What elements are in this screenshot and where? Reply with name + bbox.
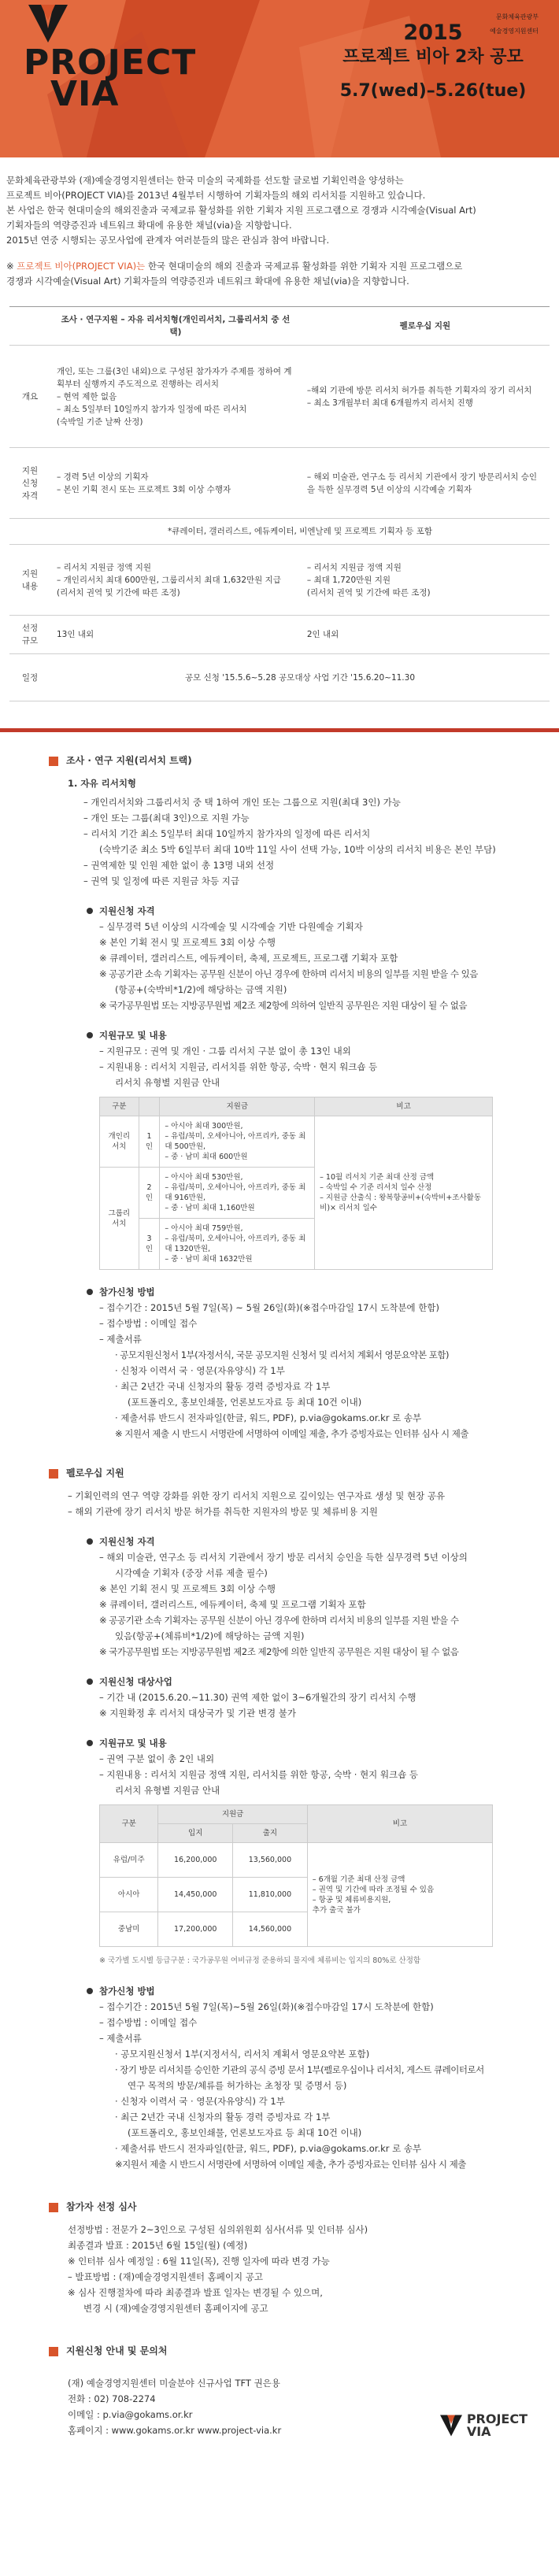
footer-logo: PROJECT VIA <box>440 2413 528 2438</box>
intro-note: ※ 프로젝트 비아(PROJECT VIA)는 한국 현대미술의 해외 진출과 국제교류 활성화를 위한 기획자 지원 프로그램으로 <box>6 261 463 272</box>
intro-note-line: 경쟁과 시각예술(Visual Art) 기획자들의 역량증진과 네트워크 확대에 유용한 채널(via)을 지향합니다. <box>6 276 409 287</box>
summary-cell: 개인, 또는 그룹(3인 내외)으로 구성된 참가자가 주제를 정하여 계획부터 실행까지 주도적으로 진행하는 리서치 – 현역 제한 없음 – 최소 5일부터 10일까지 참가자 일정에 따른 리서치 (숙박일 기준 날짜 산정) <box>50 346 301 448</box>
text-line: – 접수기간 : 2015년 5월 7일(목)~5월 26일(화)(※접수마감일 17시 도착분에 한함) <box>99 2001 434 2012</box>
text-line: ※ 공공기관 소속 기획자는 공무원 신분이 아닌 경우에 한하며 리서치 비용의 일부를 지원 받을 수 있음 <box>99 968 478 979</box>
summary-cell: – 리서치 지원금 정액 지원 – 개인리서치 최대 600만원, 그룹리서치 최대 1,632만원 지급 (리서치 권역 및 기간에 따른 조정) <box>50 545 301 616</box>
text-line: – 권역 및 일정에 따른 지원금 차등 지급 <box>83 875 239 886</box>
table-cell: 2인 <box>139 1168 160 1219</box>
intro-line: 문화체육관광부와 (재)예술경영지원센터는 한국 미술의 국제화를 선도할 글로벌 기획인력을 양성하는 <box>6 175 404 186</box>
org-gokams: 예술경영지원센터 <box>490 28 539 35</box>
text-line: · 공모지원신청서 1부(자정서식, 국문 공모지원 신청서 및 리서치 계획서 영문요약본 포함) <box>115 1349 449 1360</box>
text-line: ※ 큐레이터, 갤러리스트, 에듀케이터, 축제 및 프로그램 기획자 포함 <box>99 1599 366 1610</box>
text-line: ※ 지원서 제출 시 반드시 서명란에 서명하여 이메일 제출, 추가 증빙자료는 인터뷰 심사 시 제출 <box>115 1428 468 1439</box>
dot-bullet-icon <box>87 1032 93 1038</box>
text-line: 변경 시 (재)예술경영지원센터 홈페이지에 공고 <box>83 2303 268 2314</box>
text-line: – 리서치 기간 최소 5일부터 최대 10일까지 참가자의 일정에 따른 리서치 <box>83 828 371 839</box>
table-cell: 11,810,000 <box>233 1878 308 1912</box>
text-line: – 접수방법 : 이메일 접수 <box>99 2017 198 2028</box>
text-line: (포트폴리오, 홍보인쇄물, 언론보도자료 등 최대 10건 이내) <box>128 1397 362 1408</box>
item-title: 지원규모 및 내용 <box>87 1027 559 1043</box>
table-note: – 10월 리서치 기준 최대 산정 금액 – 숙박일 수 기준 리서치 일수 산정 – 지원금 산출식 : 왕복항공비+(숙박비+조사활동비)× 리서치 일수 <box>315 1116 493 1270</box>
text-line: – 기간 내 (2015.6.20.~11.30) 권역 제한 없이 3~6개월간의 장기 리서치 수행 <box>99 1692 416 1703</box>
table-cell: – 아시아 최대 530만원, – 유럽/북미, 오세아니아, 아프리카, 중동 최대 916만원, – 중 · 남미 최대 1,160만원 <box>160 1168 315 1219</box>
table-cell: 그룹리서치 <box>100 1168 139 1270</box>
text-line: 연구 목적의 방문/체류를 허가하는 초청장 및 증명서 등) <box>128 2080 347 2091</box>
text-line: – 개인 또는 그룹(최대 3인)으로 지원 가능 <box>83 812 250 824</box>
summary-col-research: 조사 · 연구지원 – 자유 리서치형(개인리서치, 그룹리서치 중 선택) <box>50 307 301 346</box>
text-line: (항공+(숙박비*1/2)에 해당하는 금액 지원) <box>115 984 287 995</box>
period-label: 5.7(wed)–5.26(tue) <box>339 81 527 101</box>
table-cell: 아시아 <box>100 1878 158 1912</box>
text-line: ※ 국가공무원법 또는 지방공무원법 제2조 제2항에 의하여 일반직 공무원은 지원 대상이 될 수 없음 <box>99 1000 467 1011</box>
text-line: (숙박기준 최소 5박 6일부터 최대 10박 11일 사이 선택 가능, 10박 이상의 리서치 비용은 본인 부담) <box>99 844 496 855</box>
org-mcst: 문화체육관광부 <box>495 13 539 20</box>
contact-homepage[interactable]: 홈페이지 : www.gokams.or.kr www.project-via.kr <box>68 2425 282 2436</box>
org-logos <box>490 13 539 36</box>
brand-name: PROJECT VIA <box>24 43 197 114</box>
square-bullet-icon <box>49 2347 58 2356</box>
text-line: · 최근 2년간 국내 신청자의 활동 경력 증빙자료 각 1부 <box>115 2112 331 2123</box>
text-line: – 지원규모 : 권역 및 개인 · 그룹 리서치 구분 없이 총 13인 내외 <box>99 1046 351 1057</box>
square-bullet-icon <box>49 2203 58 2212</box>
text-line: – 발표방법 : (재)예술경영지원센터 홈페이지 공고 <box>68 2271 263 2282</box>
text-line: – 권역 구분 없이 총 2인 내외 <box>99 1753 215 1764</box>
text-line: – 지원내용 : 리서치 지원금, 리서치를 위한 항공, 숙박 · 현지 워크숍 등 <box>99 1061 378 1072</box>
table-cell: 14,560,000 <box>233 1912 308 1947</box>
table-cell: 14,450,000 <box>158 1878 233 1912</box>
dot-bullet-icon <box>87 1740 93 1746</box>
section-fellowship-heading: 펠로우십 지원 <box>0 1465 559 1482</box>
summary-cell: –해외 기관에 방문 리서치 허가를 취득한 기획자의 장기 리서치 – 최소 3개월부터 최대 6개월까지 리서치 진행 <box>301 346 550 448</box>
summary-cell: – 해외 미술관, 연구소 등 리서치 기관에서 장기 방문리서치 승인을 득한 실무경력 5년 이상의 시각예술 기획자 <box>301 448 550 519</box>
hero-banner <box>0 0 559 157</box>
table-note: – 6개월 기준 최대 산정 금액 – 권역 및 기간에 따라 조정될 수 있음 – 항공 및 체류비용지원, 추가 출국 불가 <box>307 1843 492 1947</box>
text-line: 최종결과 발표 : 2015년 6월 15일(월) (예정) <box>68 2240 248 2251</box>
table-cell: 중남미 <box>100 1912 158 1947</box>
summary-note: *큐레이터, 갤러리스트, 에듀케이터, 비엔날레 및 프로젝트 기획자 등 포함 <box>50 519 550 545</box>
item-title: 지원신청 자격 <box>87 1534 559 1549</box>
item-title: 지원규모 및 내용 <box>87 1735 559 1751</box>
table-cell: 개인리서치 <box>100 1116 139 1168</box>
intro-line: 2015년 연중 시행되는 공모사업에 관계자 여러분들의 많은 관심과 참여 바랍니다. <box>6 235 330 246</box>
sub-title: 1. 자유 리서치형 <box>68 778 137 789</box>
section-contact-heading: 지원신청 안내 및 문의처 <box>0 2343 559 2359</box>
summary-cell: 2인 내외 <box>301 616 550 654</box>
summary-col-fellowship: 펠로우십 지원 <box>301 307 550 346</box>
section-fellowship <box>0 1488 559 2172</box>
dot-bullet-icon <box>87 1538 93 1545</box>
text-line: – 제출서류 <box>99 2033 142 2044</box>
research-fund-table: 구분 지원금 비고 개인리서치 1인 – 아시아 최대 300만원, – 유럽/북미, 오세아니아, 아프리카, 중동 최대 500만원, – 중 · 남미 최대 600만원 – 10월 리서치 기준 최대 산정 금액 – 숙박일 수 기준 리서치 일수 산정 – 지원금 산출식 : 왕복항공비+(숙박비+조사활동비)× 리서치 일수 그룹리서치 2인 – 아시아 최대 530만원, – 유럽/북미, 오세아니아, 아프리카, 중동 최대 916만원, – 중 · 남미 최대 1,160만원 3인 – 아시아 최대 759만원, – 유럽/북미, 오세아니아, 아프리카, 중동 최대 1320만원, – 중 · 남미 최대 1632만원 <box>99 1097 493 1270</box>
section-divider <box>0 728 559 732</box>
text-line: – 실무경력 5년 이상의 시각예술 및 시각예술 기반 다원예술 기획자 <box>99 921 363 932</box>
text-line: ※ 큐레이터, 갤러리스트, 에듀케이터, 축제, 프로젝트, 프로그램 기획자 포함 <box>99 953 398 964</box>
table-cell: 3인 <box>139 1219 160 1270</box>
item-title: 지원신청 자격 <box>87 903 559 919</box>
summary-row-label: 일정 <box>9 654 50 701</box>
text-line: · 제출서류 반드시 전자파일(한글, 워드, PDF), p.via@gokams.or.kr 로 송부 <box>115 2143 422 2154</box>
square-bullet-icon <box>49 757 58 766</box>
table-caption: ※ 국가별 도시별 등급구분 : 국가공무원 여비규정 준용하되 물지에 체류비는 입지의 80%로 산정함 <box>99 1956 421 1965</box>
table-cell: 17,200,000 <box>158 1912 233 1947</box>
table-cell: 유럽/미주 <box>100 1843 158 1878</box>
contact-phone: 전화 : 02) 708-2274 <box>68 2393 156 2404</box>
text-line: – 지원내용 : 리서치 지원금 정액 지원, 리서치를 위한 항공, 숙박 · 현지 워크숍 등 <box>99 1769 419 1780</box>
text-line: · 장기 방문 리서치를 승인한 기관의 공식 증빙 문서 1부(펠로우십이나 리서치, 게스트 큐레이터로서 <box>115 2064 484 2075</box>
section-research-heading: 조사 · 연구 지원(리서치 트랙) <box>0 753 559 769</box>
text-line: ※ 본인 기획 전시 및 프로젝트 3회 이상 수행 <box>99 1583 276 1594</box>
text-line: 선정방법 : 전문가 2~3인으로 구성된 심의위원회 심사(서류 및 인터뷰 심사) <box>68 2224 368 2235</box>
dot-bullet-icon <box>87 1289 93 1295</box>
table-cell: – 아시아 최대 759만원, – 유럽/북미, 오세아니아, 아프리카, 중동 최대 1320만원, – 중 · 남미 최대 1632만원 <box>160 1219 315 1270</box>
section-selection-heading: 참가자 선정 심사 <box>0 2199 559 2215</box>
summary-table <box>9 306 550 701</box>
text-line: 리서치 유형별 지원금 안내 <box>115 1785 220 1796</box>
table-cell: – 아시아 최대 300만원, – 유럽/북미, 오세아니아, 아프리카, 중동 최대 500만원, – 중 · 남미 최대 600만원 <box>160 1116 315 1168</box>
fellowship-fund-table: 구분 지원금 비고 입지 출지 유럽/미주 16,200,000 13,560,000 – 6개월 기준 최대 산정 금액 – 권역 및 기간에 따라 조정될 수 있음 – 항공 및 체류비용지원, 추가 출국 불가 아시아 14,450,000 11,810,000 중남미 17,200,000 14,560,000 <box>99 1804 493 1947</box>
contact-email[interactable]: 이메일 : p.via@gokams.or.kr <box>68 2409 193 2420</box>
text-line: – 개인리서치와 그룹리서치 중 택 1하여 개인 또는 그룹으로 지원(최대 3인) 가능 <box>83 797 401 808</box>
text-line: ※ 본인 기획 전시 및 프로젝트 3회 이상 수행 <box>99 937 276 948</box>
summary-row-label: 개요 <box>9 346 50 448</box>
project-via-logo-mark <box>440 2415 462 2437</box>
summary-row-label: 지원 내용 <box>9 545 50 616</box>
contact-org: (재) 예술경영지원센터 미술분야 신규사업 TFT 권은용 <box>68 2378 280 2389</box>
text-line: ※ 공공기관 소속 기획자는 공무원 신분이 아닌 경우에 한하며 리서치 비용의 일부를 지원 받을 수 <box>99 1615 459 1626</box>
intro-line: 본 사업은 한국 현대미술의 해외진출과 국제교류 활성화를 위한 기획자 지원 프로그램으로 경쟁과 시각예술(Visual Art) <box>6 205 476 216</box>
item-title: 지원신청 대상사업 <box>87 1674 559 1690</box>
dot-bullet-icon <box>87 1678 93 1685</box>
summary-cell: – 경력 5년 이상의 기획자 – 본인 기획 전시 또는 프로젝트 3회 이상 수행자 <box>50 448 301 519</box>
text-line: · 최근 2년간 국내 신청자의 활동 경력 증빙자료 각 1부 <box>115 1381 331 1392</box>
text-line: – 제출서류 <box>99 1334 142 1345</box>
summary-cell: 13인 내외 <box>50 616 301 654</box>
summary-row-label: 선정 규모 <box>9 616 50 654</box>
table-cell: 13,560,000 <box>233 1843 308 1878</box>
text-line: ※ 지원확정 후 리서치 대상국가 및 기관 변경 불가 <box>99 1708 296 1719</box>
text-line: ※지원서 제출 시 반드시 서명란에 서명하여 이메일 제출, 추가 증빙자료는 인터뷰 심사 시 제출 <box>115 2159 466 2170</box>
text-line: – 권역제한 및 인원 제한 없이 총 13명 내외 선정 <box>83 860 275 871</box>
text-line: – 기획인력의 연구 역량 강화를 위한 장기 리서치 지원으로 깊이있는 연구자료 생성 및 현장 공유 <box>68 1490 446 1501</box>
contact-block <box>0 2366 559 2462</box>
dot-bullet-icon <box>87 908 93 914</box>
section-research <box>0 775 559 1442</box>
main-title: 프로젝트 비아 2차 공모 <box>342 47 524 67</box>
summary-row-label: 지원 신청 자격 <box>9 448 50 519</box>
text-line: · 신청자 이력서 국 · 영문(자유양식) 각 1부 <box>115 1365 285 1376</box>
item-title: 참가신청 방법 <box>87 1284 559 1300</box>
year-label: 2015 <box>403 20 463 45</box>
intro-line: 프로젝트 비아(PROJECT VIA)를 2013년 4월부터 시행하여 기획자들의 해외 리서치를 지원하고 있습니다. <box>6 190 426 201</box>
text-line: · 제출서류 반드시 전자파일(한글, 워드, PDF), p.via@gokams.or.kr 로 송부 <box>115 1412 422 1423</box>
text-line: 있음(항공+(체류비*1/2)에 해당하는 금액 지원) <box>115 1630 305 1641</box>
table-cell: 1인 <box>139 1116 160 1168</box>
text-line: – 접수방법 : 이메일 접수 <box>99 1318 198 1329</box>
item-title: 참가신청 방법 <box>87 1983 559 1999</box>
text-line: 리서치 유형별 지원금 안내 <box>115 1077 220 1088</box>
text-line: ※ 심사 진행절차에 따라 최종결과 발표 일자는 변경될 수 있으며, <box>68 2287 323 2298</box>
text-line: – 해외 기관에 장기 리서치 방문 허가를 취득한 지원자의 방문 및 체류비용 지원 <box>68 1506 378 1517</box>
text-line: 시각예술 기획자 (중장 서류 제출 필수) <box>115 1567 268 1579</box>
text-line: – 접수기간 : 2015년 5월 7일(목) ~ 5월 26일(화)(※접수마감일 17시 도착분에 한함) <box>99 1302 440 1313</box>
text-line: · 공모지원신청서 1부(지정서식, 리서치 계획서 영문요약본 포함) <box>115 2049 370 2060</box>
text-line: – 해외 미술관, 연구소 등 리서치 기관에서 장기 방문 리서치 승인을 득한 실무경력 5년 이상의 <box>99 1552 468 1563</box>
intro-text <box>0 157 559 295</box>
dot-bullet-icon <box>87 1988 93 1994</box>
table-cell: 16,200,000 <box>158 1843 233 1878</box>
text-line: (포트폴리오, 홍보인쇄물, 언론보도자료 등 최대 10건 이내) <box>128 2127 362 2138</box>
text-line: · 신청자 이력서 국 · 영문(자유양식) 각 1부 <box>115 2096 285 2107</box>
summary-schedule: 공모 신청 '15.5.6~5.28 공모대상 사업 기간 '15.6.20~11.30 <box>50 654 550 701</box>
summary-cell: – 리서치 지원금 정액 지원 – 최대 1,720만원 지원 (리서치 권역 및 기간에 따른 조정) <box>301 545 550 616</box>
square-bullet-icon <box>49 1469 58 1479</box>
text-line: ※ 국가공무원법 또는 지방공무원법 제2조 제2항에 의한 일반직 공무원은 지원 대상이 될 수 없음 <box>99 1646 459 1657</box>
intro-line: 기획자들의 역량증진과 네트워크 확대에 유용한 채널(via)을 지향합니다. <box>6 220 292 231</box>
project-via-logo-mark <box>28 5 68 43</box>
section-selection <box>0 2222 559 2316</box>
text-line: ※ 인터뷰 심사 예정일 : 6월 11일(목), 진행 일자에 따라 변경 가능 <box>68 2256 330 2267</box>
